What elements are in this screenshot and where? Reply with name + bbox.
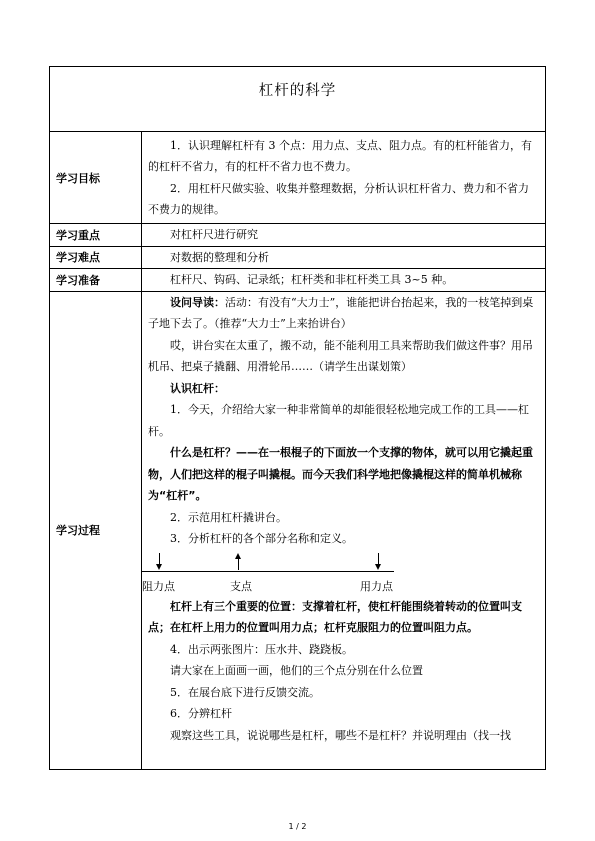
process-p6: 2．示范用杠杆撬讲台。 xyxy=(170,510,287,524)
difficulty-label: 学习难点 xyxy=(50,246,142,269)
effort-label: 用力点 xyxy=(360,579,393,593)
lesson-plan-table xyxy=(49,66,546,770)
goal-line-1: 1．认识理解杠杆有 3 个点：用力点、支点、阻力点。有的杠杆能省力，有的杠杆不省力，有的杠杆不省力也不费力。 xyxy=(148,138,532,173)
goal-line-2: 2．用杠杆尺做实验、收集并整理数据，分析认识杠杆省力、费力和不省力不费力的规律。 xyxy=(148,181,529,216)
process-p4: 1．今天，介绍给大家一种非常简单的却能很轻松地完成工作的工具——杠杆。 xyxy=(148,403,529,438)
process-p2: 哎，讲台实在太重了，搬不动，能不能利用工具来帮助我们做这件事？用吊机吊、把桌子撬翻、用滑轮吊……（请学生出谋划策） xyxy=(148,338,533,373)
process-p9: 4．出示两张图片：压水井、跷跷板。 xyxy=(170,642,353,656)
process-p13: 观察这些工具，说说哪些是杠杆，哪些不是杠杆？并说明理由（找一找 xyxy=(170,728,511,742)
prep-text: 杠杆尺、钩码、记录纸；杠杆类和非杠杆类工具 3~5 种。 xyxy=(170,273,454,286)
page-number: 1 / 2 xyxy=(288,822,307,831)
process-p7: 3．分析杠杆的各个部分名称和定义。 xyxy=(170,532,353,545)
focus-label: 学习重点 xyxy=(50,224,142,247)
difficulty-text: 对数据的整理和分析 xyxy=(170,250,269,264)
resistance-arrow-icon xyxy=(159,553,160,565)
goal-content xyxy=(142,132,546,224)
intro-text: 活动：有没有“大力士”，谁能把讲台抬起来，我的一枝笔掉到桌子地下去了。（推荐“大力士”上来抬讲台） xyxy=(148,295,534,330)
resistance-label: 阻力点 xyxy=(142,579,175,593)
process-p3: 认识杠杆： xyxy=(170,381,225,395)
focus-text: 对杠杆尺进行研究 xyxy=(170,228,258,241)
intro-heading: 设问导读： xyxy=(170,295,225,309)
lever-bar xyxy=(142,571,394,572)
document-title: 杠杆的科学 xyxy=(258,83,337,99)
process-p11: 5．在展台底下进行反馈交流。 xyxy=(170,685,320,699)
fulcrum-label: 支点 xyxy=(230,579,252,593)
fulcrum-arrow-icon xyxy=(238,558,239,570)
process-p10: 请大家在上面画一画，他们的三个点分别在什么位置 xyxy=(170,664,423,677)
process-label: 学习过程 xyxy=(50,291,142,769)
goal-label: 学习目标 xyxy=(50,132,142,224)
process-content xyxy=(142,291,546,769)
process-p5: 什么是杠杆？——在一根棍子的下面放一个支撑的物体，就可以用它撬起重物，人们把这样的棍子叫撬棍。而今天我们科学地把像撬棍这样的简单机械称为“杠杆”。 xyxy=(148,446,533,502)
lever-diagram xyxy=(142,552,539,596)
title-cell xyxy=(50,67,546,132)
effort-arrow-icon xyxy=(378,553,379,565)
process-p12: 6．分辨杠杆 xyxy=(170,707,232,720)
prep-label: 学习准备 xyxy=(50,269,142,292)
process-p8: 杠杆上有三个重要的位置：支撑着杠杆，使杠杆能围绕着转动的位置叫支点；在杠杆上用力的位置叫用力点；杠杆克服阻力的位置叫阻力点。 xyxy=(148,599,522,634)
